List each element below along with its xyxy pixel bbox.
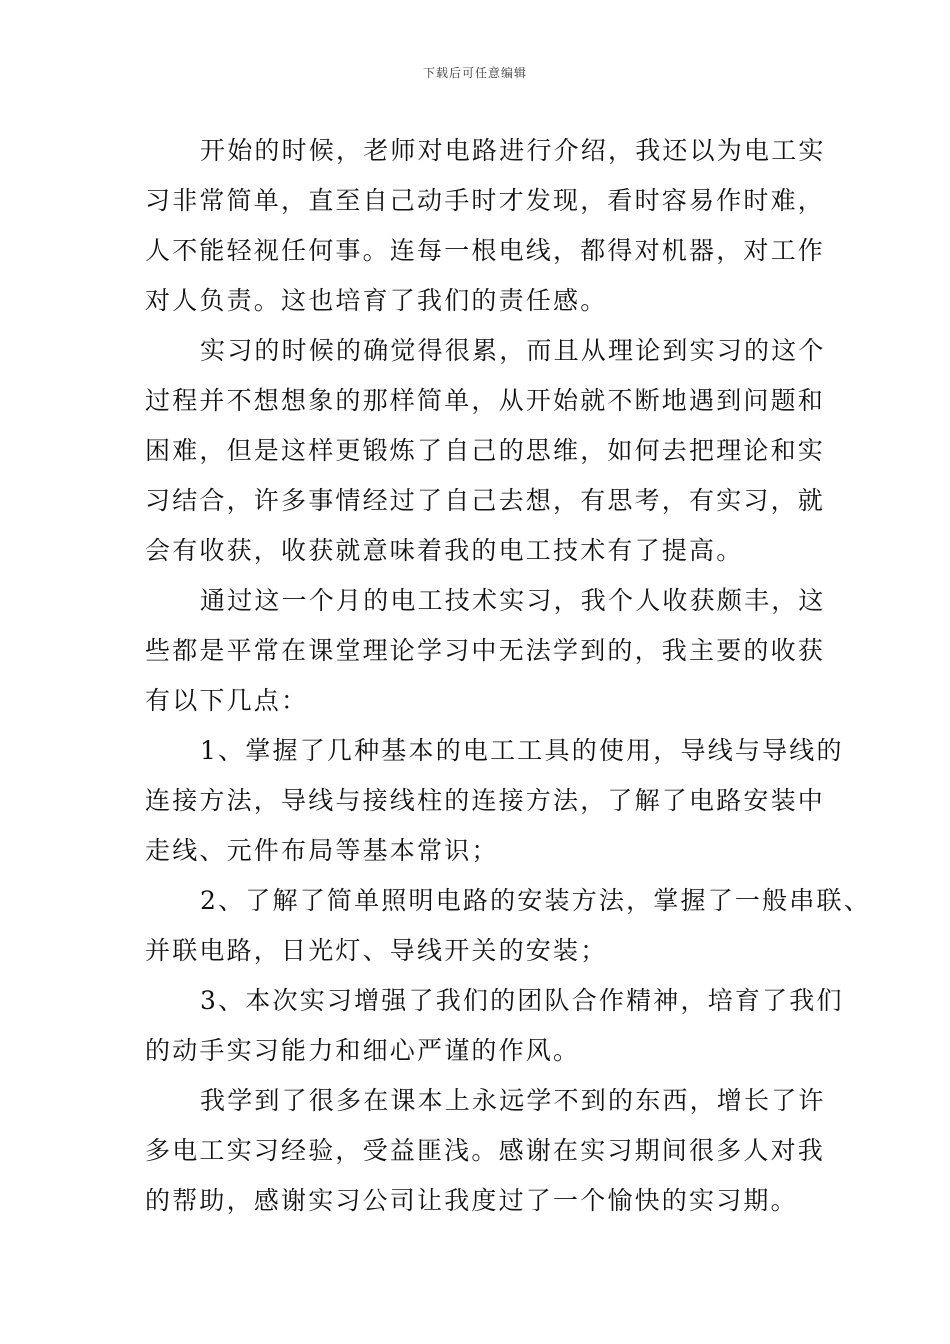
paragraph-line: 的帮助，感谢实习公司让我度过了一个愉快的实习期。 xyxy=(145,1186,798,1215)
paragraph-line: 3、本次实习增强了我们的团队合作精神，培育了我们 xyxy=(200,986,844,1015)
paragraph-line: 通过这一个月的电工技术实习，我个人收获颇丰，这 xyxy=(200,586,826,615)
paragraph-4 xyxy=(145,726,844,876)
paragraph-line: 连接方法，导线与接线柱的连接方法，了解了电路安装中 xyxy=(145,786,826,815)
paragraph-line: 实习的时候的确觉得很累，而且从理论到实习的这个 xyxy=(200,336,826,365)
paragraph-line: 有以下几点： xyxy=(145,686,309,715)
paragraph-line: 并联电路，日光灯、导线开关的安装； xyxy=(145,936,608,965)
paragraph-line: 会有收获，收获就意味着我的电工技术有了提高。 xyxy=(145,536,744,565)
paragraph-line: 困难，但是这样更锻炼了自己的思维，如何去把理论和实 xyxy=(145,436,826,465)
paragraph-3 xyxy=(145,576,826,726)
paragraph-line: 1、掌握了几种基本的电工工具的使用，导线与导线的 xyxy=(200,736,844,765)
paragraph-line: 开始的时候，老师对电路进行介绍，我还以为电工实 xyxy=(200,136,826,165)
paragraph-line: 习非常简单，直至自己动手时才发现，看时容易作时难， xyxy=(145,186,826,215)
paragraph-line: 些都是平常在课堂理论学习中无法学到的，我主要的收获 xyxy=(145,636,826,665)
paragraph-line: 2、了解了简单照明电路的安装方法，掌握了一般串联、 xyxy=(200,886,871,915)
header-note: 下载后可任意编辑 xyxy=(422,66,527,80)
paragraph-1 xyxy=(145,126,826,326)
paragraph-line: 多电工实习经验，受益匪浅。感谢在实习期间很多人对我 xyxy=(145,1136,826,1165)
paragraph-line: 对人负责。这也培育了我们的责任感。 xyxy=(145,286,608,315)
paragraph-7 xyxy=(145,1076,826,1226)
paragraph-2 xyxy=(145,326,826,576)
document-body xyxy=(145,126,871,1226)
paragraph-6 xyxy=(145,976,844,1076)
paragraph-line: 过程并不想想象的那样简单，从开始就不断地遇到问题和 xyxy=(145,386,826,415)
paragraph-line: 走线、元件布局等基本常识； xyxy=(145,836,499,865)
paragraph-line: 习结合，许多事情经过了自己去想，有思考，有实习，就 xyxy=(145,486,826,515)
paragraph-line: 的动手实习能力和细心严谨的作风。 xyxy=(145,1036,581,1065)
paragraph-line: 我学到了很多在课本上永远学不到的东西，增长了许 xyxy=(200,1086,826,1115)
paragraph-line: 人不能轻视任何事。连每一根电线，都得对机器，对工作 xyxy=(145,236,826,265)
paragraph-5 xyxy=(145,876,871,976)
